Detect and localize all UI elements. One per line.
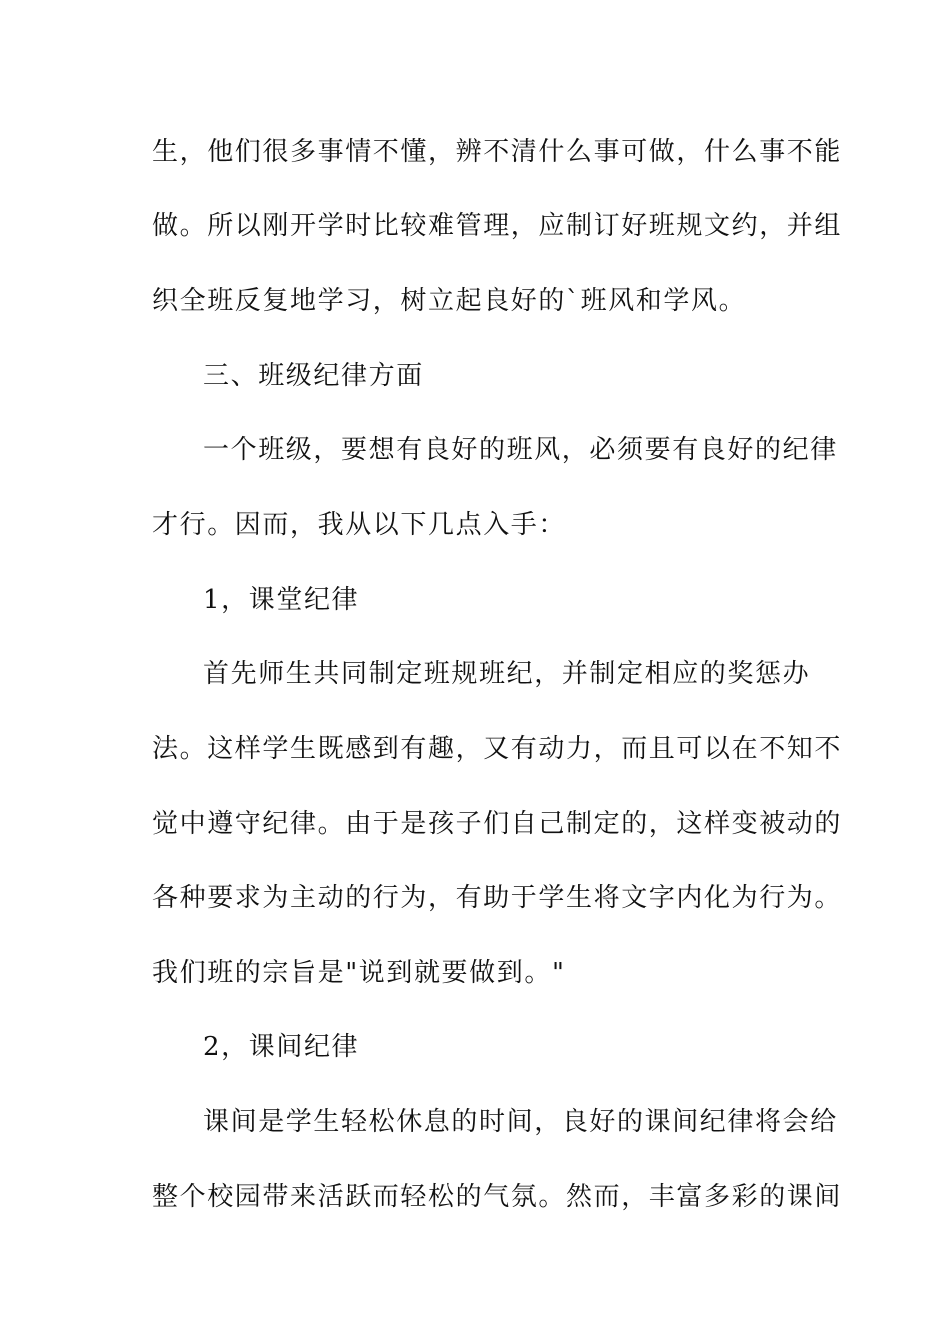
body-text-line: 整个校园带来活跃而轻松的气氛。然而，丰富多彩的课间 xyxy=(152,1182,843,1212)
body-text-line: 做。所以刚开学时比较难管理，应制订好班规文约，并组 xyxy=(152,211,843,241)
paragraph-start-line: 一个班级，要想有良好的班风，必须要有良好的纪律 xyxy=(203,435,838,465)
paragraph-start-line: 首先师生共同制定班规班纪，并制定相应的奖惩办 xyxy=(203,659,811,689)
body-text-line: 我们班的宗旨是"说到就要做到。" xyxy=(152,958,566,988)
body-text-line: 法。这样学生既感到有趣，又有动力，而且可以在不知不 xyxy=(152,734,843,764)
subsection-heading: 2，课间纪律 xyxy=(203,1032,360,1062)
subsection-heading: 1，课堂纪律 xyxy=(203,585,360,615)
body-text-line: 生，他们很多事情不懂，辨不清什么事可做，什么事不能 xyxy=(152,137,843,167)
paragraph-start-line: 课间是学生轻松休息的时间，良好的课间纪律将会给 xyxy=(203,1107,838,1137)
body-text-line: 觉中遵守纪律。由于是孩子们自己制定的，这样变被动的 xyxy=(152,809,843,839)
section-heading: 三、班级纪律方面 xyxy=(203,361,424,391)
body-text-line: 才行。因而，我从以下几点入手： xyxy=(152,510,567,540)
body-text-line: 各种要求为主动的行为，有助于学生将文字内化为行为。 xyxy=(152,883,843,913)
body-text-line: 织全班反复地学习，树立起良好的`班风和学风。 xyxy=(152,286,747,316)
